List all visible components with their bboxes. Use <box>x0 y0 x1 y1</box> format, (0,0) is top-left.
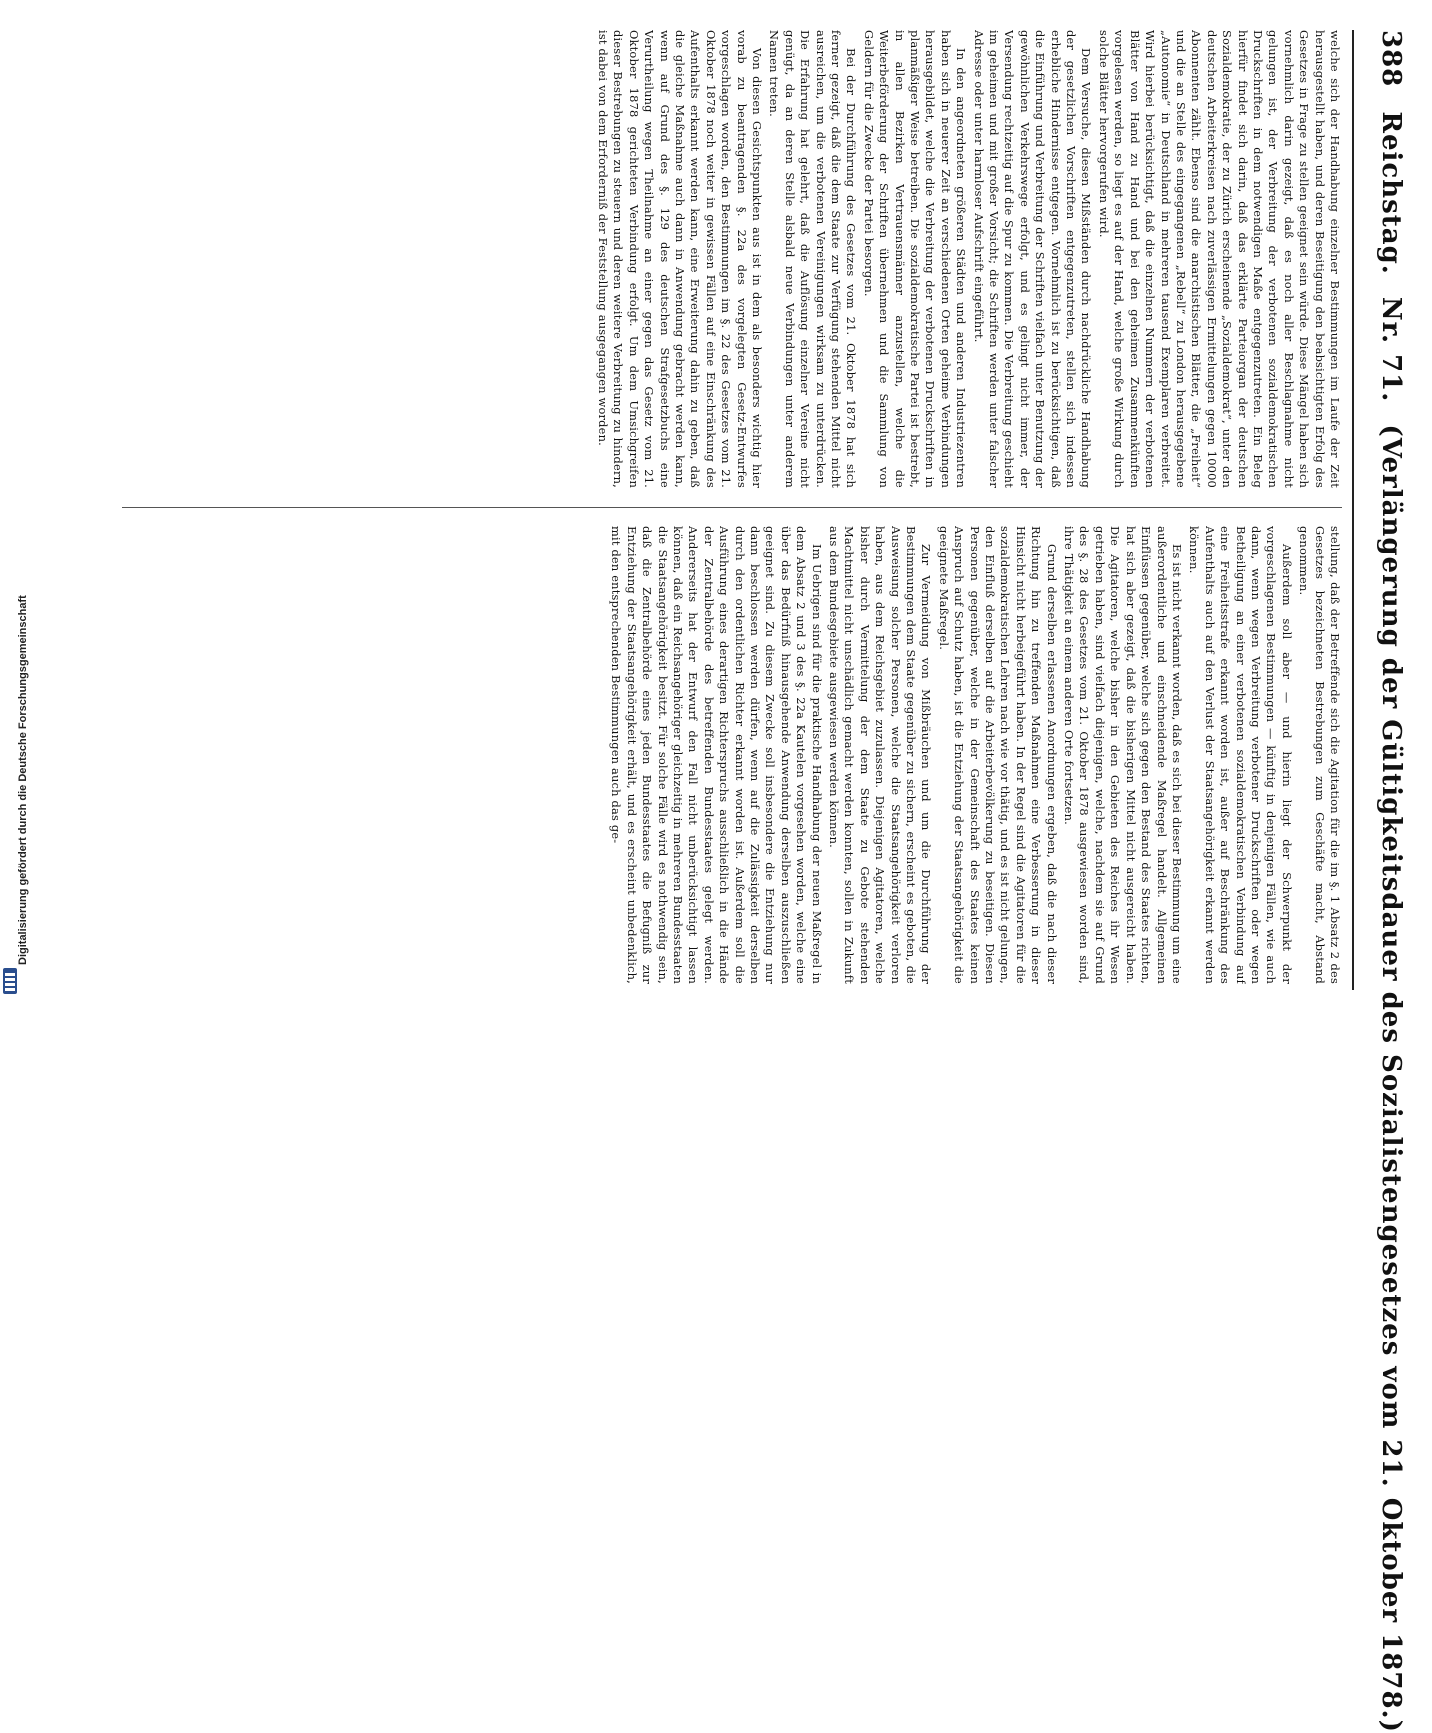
paragraph: Im Uebrigen sind für die praktische Handhabung der neuen Maßregel in dem Absatz 2 und 3 des §. 22a Kautelen vorgesehen worden, welche eine über das Bedürfniß hinausgehende Anwendung derselben auszuschließen geeignet sind. Zu diesem Zwecke soll insbesondere die Entziehung nur dann beschlossen werden dürfen, wenn auf die Zulässigkeit derselben durch den ordentlichen Richter erkannt worden ist. Außerdem soll die Ausführung eines derartigen Richterspruchs ausschließlich in die Hände der Zentralbehörde des betreffenden Bundesstaates gelegt werden. Andererseits hat der Entwurf den Fall nicht unberücksichtigt lassen können, daß ein Reichsangehöriger gleichzeitig in mehreren Bundesstaaten die Staatsangehörigkeit besitzt. Für solche Fälle wird es nothwendig sein, daß die Zentralbehörde eines jeden Bundesstaates die Befugniß zur Entziehung der Staatsangehörigkeit erhält, und es erscheint unbedenklich, mit den entsprechenden Bestimmungen auch das ge- <box>609 526 824 984</box>
paragraph: Von diesen Gesichtspunkten aus ist in dem als besonders wichtig hier vorab zu beantragenden §. 22a des vorgelegten Gesetz-Entwurfes vorgeschlagen worden, den Bestimmungen im §. 22 des Gesetzes vom 21. Oktober 1878 noch weiter in gewissen Fällen auf eine Einschränkung des Aufenthalts erkannt werden kann, eine Erweiterung dahin zu geben, daß die gleiche Maßnahme auch dann in Anwendung gebracht werden kann, wenn auf Grund des §. 129 des deutschen Strafgesetzbuchs eine Verurtheilung wegen Theilnahme an einer gegen das Gesetz vom 21. Oktober 1878 gerichteten Verbindung erfolgt. Um dem Umsichgreifen dieser Bestrebungen zu steuern und deren weitere Verbreitung zu hindern, ist dabei von dem Erforderniß der Feststellung ausgegangen worden. <box>595 30 764 488</box>
paragraph: welche sich der Handhabung einzelner Bestimmungen im Laufe der Zeit herausgestellt haben, und deren Beseitigung den beabsichtigten Erfolg des Gesetzes in Frage zu stellen geeignet sein würde. Diese Mängel haben sich vornehmlich darin gezeigt, daß es noch aller Beschlagnahme nicht gelungen ist, der Verbreitung der verbotenen sozialdemokratischen Druckschriften in dem notwendigen Maße entgegenzutreten. Ein Beleg hierfür findet sich darin, daß das erklärte Parteiorgan der deutschen Sozialdemokratie, der zu Zürich erscheinende „Sozialdemokrat“, unter den deutschen Arbeiterkreisen nach zuverlässigen Ermittelungen gegen 10000 Abonnenten zählt. Ebenso sind die anarchistischen Blätter, die „Freiheit“ und die an Stelle des eingegangenen „Rebell“ zu London herausgegebene „Autonomie“ in Deutschland in mehreren tausend Exemplaren verbreitet. Wird hierbei berücksichtigt, daß die einzelnen Nummern der verbotenen Blätter von Hand zu Hand und bei den geheimen Zusammenkünften vorgelesen werden, so liegt es auf der Hand, welche große Wirkung durch solche Blätter hervorgerufen wird. <box>1096 30 1342 488</box>
right-column <box>122 526 1342 984</box>
column-divider <box>122 507 1342 508</box>
page-number: 388 <box>1376 30 1406 88</box>
paragraph: stellung, daß der Betreffende sich die Agitation für die im §. 1 Absatz 2 des Gesetzes bezeichneten Bestrebungen zum Geschäfte macht, Abstand genommen. <box>1297 526 1342 984</box>
paragraph: Zur Vermeidung von Mißbräuchen und um die Durchführung der Bestimmungen dem Staate gegenüber zu sichern, erscheint es geboten, die Ausweisung solcher Personen, welche die Staatsangehörigkeit verloren haben, aus dem Reichsgebiet zuzulassen. Diejenigen Agitatoren, welche bisher durch Vermittelung der dem Staate zu Gebote stehenden Machtmittel nicht unschädlich gemacht werden konnten, sollen in Zukunft aus dem Bundesgebiete ausgewiesen werden können. <box>827 526 934 984</box>
document-number: Nr. 71. <box>1376 296 1406 403</box>
page-title: (Verlängerung der Gültigkeitsdauer des Sozialistengesetzes vom 21. Oktober 1878.) <box>1376 424 1406 1733</box>
left-column <box>122 30 1342 488</box>
header-rule <box>1352 30 1354 990</box>
paragraph: Außerdem soll aber — und hierin liegt der Schwerpunkt der vorgeschlagenen Bestimmungen — künftig in denjenigen Fällen, wie auch dann, wenn wegen Verbreitung verbotener Druckschriften oder wegen Betheiligung an einer verbotenen sozialdemokratischen Verbindung auf eine Freiheitsstrafe erkannt worden ist, außer auf Beschränkung des Aufenthalts auch auf den Verlust der Staatsangehörigkeit erkannt werden können. <box>1187 526 1294 984</box>
paragraph: Bei der Durchführung des Gesetzes vom 21. Oktober 1878 hat sich ferner gezeigt, daß die dem Staate zur Verfügung stehenden Mittel nicht ausreichen, um die verbotenen Vereinigungen wirksam zu unterdrücken. Die Erfahrung hat gelehrt, daß die Auflösung einzelner Vereine nicht genügt, da an deren Stelle alsbald neue Verbindungen unter anderem Namen treten. <box>767 30 859 488</box>
scanned-page <box>106 30 1426 1733</box>
page-header <box>1356 30 1426 1733</box>
paragraph: Grund derselben erlassenen Anordnungen ergeben, daß die nach dieser Richtung hin zu treffenden Maßnahmen eine Verbesserung in dieser Hinsicht nicht herbeigeführt haben. In der Regel sind die Agitatoren für die sozialdemokratischen Lehren nach wie vor thätig, und es ist nicht gelungen, den Einfluß derselben auf die Arbeiterbevölkerung zu beseitigen. Diesen Personen gegenüber, welche in der Gemeinschaft des Staates keinen Anspruch auf Schutz haben, ist die Entziehung der Staatsangehörigkeit die geeignete Maßregel. <box>936 526 1059 984</box>
digitization-credit: Digitalisierung gefördert durch die Deutsche Forschungsgemeinschaft <box>17 595 29 965</box>
paragraph: In den angeordneten größeren Städten und anderen Industriezentren haben sich in neuerer Zeit an verschiedenen Orten geheime Verbindungen herausgebildet, welche die Verbreitung der verbotenen Druckschriften in planmäßiger Weise betreiben. Die sozialdemokratische Partei ist bestrebt, in allen Bezirken Vertrauensmänner anzustellen, welche die Weiterbeförderung der Schriften übernehmen und die Sammlung von Geldern für die Zwecke der Partei besorgen. <box>861 30 969 488</box>
section-label: Reichstag. <box>1376 111 1406 275</box>
paragraph: Dem Versuche, diesen Mißständen durch nachdrückliche Handhabung der gesetzlichen Vorschriften entgegenzutreten, stellen sich indessen erhebliche Hindernisse entgegen. Vornehmlich ist zu berücksichtigen, daß die Einführung und Verbreitung der Schriften vielfach unter Benutzung der gewöhnlichen Verkehrswege erfolgt, und es gelingt nicht immer, der Versendung rechtzeitig auf die Spur zu kommen. Die Verbreitung geschieht im geheimen und mit großer Vorsicht; die Schriften werden unter falscher Adresse oder unter harmloser Aufschrift eingeführt. <box>971 30 1094 488</box>
paragraph: Es ist nicht verkannt worden, daß es sich bei dieser Bestimmung um eine außerordentliche und einschneidende Maßregel handelt. Allgemeinen Einflüssen gegenüber, welche sich gegen den Bestand des Staates richten, hat sich aber gezeigt, daß die bisherigen Mittel nicht ausgereicht haben. Die Agitatoren, welche bisher in den Gebieten des Reiches ihr Wesen getrieben haben, sind vielfach diejenigen, welche, nachdem sie auf Grund des §. 28 des Gesetzes vom 21. Oktober 1878 ausgewiesen worden sind, ihre Thätigkeit an einem anderen Orte fortsetzen. <box>1062 526 1184 984</box>
scan-sidebar <box>2 0 29 1000</box>
dfg-logo-icon <box>3 968 17 994</box>
